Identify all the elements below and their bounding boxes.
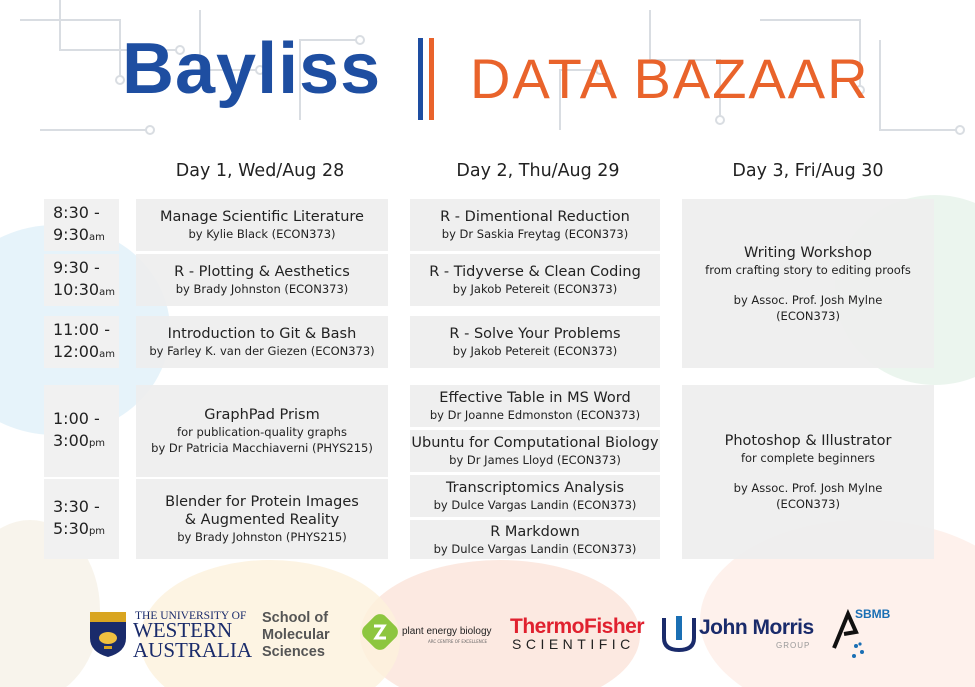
event-title (0, 28, 975, 128)
session-card: Introduction to Git & Bash by Farley K. van der Giezen (ECON373) (136, 316, 388, 368)
time-slot: 8:30 - 9:30am (44, 199, 119, 251)
session-card: Photoshop & Illustrator for complete beginners by Assoc. Prof. Josh Mylne (ECON373) (682, 385, 934, 559)
thermofisher-logo: ThermoFisher (510, 615, 645, 638)
john-morris-icon (662, 614, 696, 654)
plant-energy-biology-icon (362, 614, 398, 650)
session-card: R - Plotting & Aesthetics by Brady Johnston (ECON373) (136, 254, 388, 306)
session-card: R - Solve Your Problems by Jakob Petereit (ECON373) (410, 316, 660, 368)
time-slot: 9:30 - 10:30am (44, 254, 119, 306)
john-morris-logo: John Morris (699, 616, 814, 639)
session-card: Transcriptomics Analysis by Dulce Vargas Landin (ECON373) (410, 475, 660, 517)
time-slot: 3:30 - 5:30pm (44, 479, 119, 559)
brand-name: Bayliss (122, 29, 382, 109)
thermofisher-subtitle: SCIENTIFIC (512, 636, 635, 652)
school-molecular-sciences-logo: School of Molecular Sciences (262, 610, 330, 660)
session-card: R Markdown by Dulce Vargas Landin (ECON373) (410, 520, 660, 559)
time-slot: 1:00 - 3:00pm (44, 385, 119, 477)
session-card: GraphPad Prism for publication-quality graphs by Dr Patricia Macchiaverni (PHYS215) (136, 385, 388, 477)
day-2-header: Day 2, Thu/Aug 29 (456, 161, 620, 181)
uwa-crest-icon (88, 610, 128, 658)
john-morris-subtitle: GROUP (776, 641, 811, 650)
sbmb-logo: SBMB (855, 607, 891, 621)
title-divider (418, 38, 442, 120)
time-slot: 11:00 - 12:00am (44, 316, 119, 368)
day-1-header: Day 1, Wed/Aug 28 (175, 161, 345, 181)
session-card: Ubuntu for Computational Biology by Dr James Lloyd (ECON373) (410, 430, 660, 472)
uwa-logo-line1: THE UNIVERSITY OF (135, 610, 247, 622)
session-card: R - Dimentional Reduction by Dr Saskia Freytag (ECON373) (410, 199, 660, 251)
session-card: Blender for Protein Images & Augmented Reality by Brady Johnston (PHYS215) (136, 479, 388, 559)
session-card: Manage Scientific Literature by Kylie Black (ECON373) (136, 199, 388, 251)
day-3-header: Day 3, Fri/Aug 30 (732, 161, 884, 181)
plant-energy-biology-subtitle: ARC CENTRE OF EXCELLENCE (428, 639, 488, 644)
session-card: Effective Table in MS Word by Dr Joanne Edmonston (ECON373) (410, 385, 660, 427)
uwa-logo-name: WESTERN AUSTRALIA (133, 618, 252, 662)
session-card: R - Tidyverse & Clean Coding by Jakob Petereit (ECON373) (410, 254, 660, 306)
plant-energy-biology-logo: plant energy biology (402, 626, 492, 637)
event-name: DATA BAZAAR (470, 47, 870, 110)
session-card: Writing Workshop from crafting story to editing proofs by Assoc. Prof. Josh Mylne (ECON373) (682, 199, 934, 368)
